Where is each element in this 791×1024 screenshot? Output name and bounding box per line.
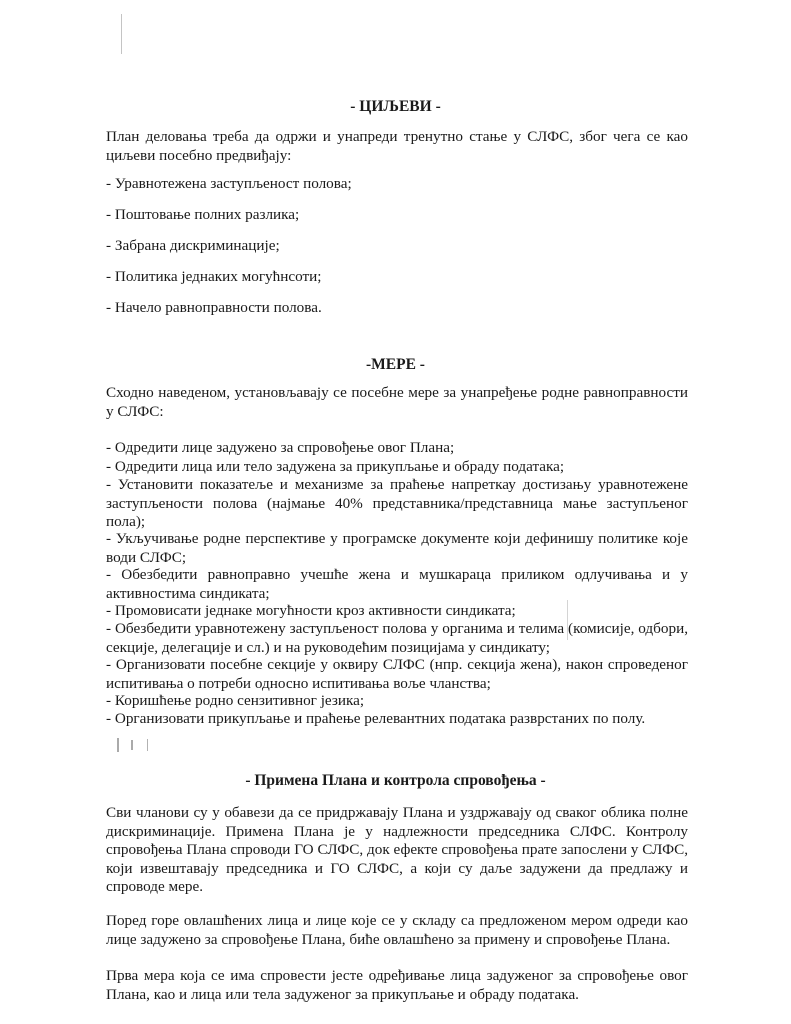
implementation-paragraph: Сви чланови су у обавези да се придржавају Плана и уздржавају од сваког облика полне дискриминације. Примена Плана је у надлежности председника СЛФС. Контролу спровођења Плана спроводи ГО СЛФС, док ефекте спровођења прате запослени у СЛФС, који извештавају председника и ГО СЛФС, а који су даље задужени да предлажу и спроводе мере. — [106, 804, 688, 895]
implementation-paragraph: Прва мера која се има спровести јесте одређивање лица задуженог за спровођење овог Плана, као и лица или тела задуженог за прикупљање и обраду података. — [106, 967, 688, 1003]
measures-item: - Установити показатеље и механизме за праћење напреткау достизању уравнотежене заступљености полова (најмање 40% представника/представница мање заступљеног пола); — [106, 476, 688, 530]
scan-artifact — [121, 14, 122, 54]
implementation-paragraph: Поред горе овлашћених лица и лице које се у складу са предложеном мером одреди као лице задужено за спровођење Плана, биће овлашћено за примену и спровођење Плана. — [106, 912, 688, 948]
goals-item: - Политика једнаких могућнсоти; — [106, 268, 322, 285]
measures-item: - Обезбедити уравнотежену заступљеност полова у органима и телима (комисије, одбори, секције, делегације и сл.) и на руководећим позицијама у синдикату; — [106, 620, 688, 656]
scan-artifact — [131, 740, 133, 750]
goals-item: - Поштовање полних разлика; — [106, 206, 300, 223]
goals-intro: План деловања треба да одржи и унапреди тренутно стање у СЛФС, због чега се као циљеви посебно предвиђају: — [106, 128, 688, 164]
measures-intro: Сходно наведеном, установљавају се посебне мере за унапређење родне равноправности у СЛФС: — [106, 384, 688, 420]
goals-heading: - ЦИЉЕВИ - — [350, 98, 441, 115]
goals-item: - Уравнотежена заступљеност полова; — [106, 175, 352, 192]
measures-item: - Промовисати једнаке могућности кроз активности синдиката; — [106, 602, 516, 619]
measures-item: - Организовати посебне секције у оквиру СЛФС (нпр. секција жена), након спроведеног испитивања о потреби односно испитивања воље чланства; — [106, 656, 688, 692]
implementation-heading: - Примена Плана и контрола спровођења - — [245, 772, 546, 789]
measures-item: - Обезбедити равноправно учешће жена и мушкараца приликом одлучивања и у активностима синдиката; — [106, 566, 688, 602]
scan-artifact — [567, 600, 568, 640]
measures-heading: -МЕРЕ - — [366, 356, 425, 373]
goals-item: - Забрана дискриминације; — [106, 237, 280, 254]
goals-item: - Начело равноправности полова. — [106, 299, 322, 316]
measures-item: - Коришћење родно сензитивног језика; — [106, 692, 365, 709]
measures-item: - Укључивање родне перспективе у програмске документе који дефинишу политике које води СЛФС; — [106, 530, 688, 566]
measures-item: - Организовати прикупљање и праћење релевантних података разврстаних по полу. — [106, 710, 646, 727]
scan-artifact — [147, 739, 148, 751]
measures-item: - Одредити лице задужено за спровођење овог Плана; — [106, 439, 455, 456]
scan-artifact — [117, 738, 119, 752]
measures-item: - Одредити лица или тело задужена за прикупљање и обраду података; — [106, 458, 565, 475]
